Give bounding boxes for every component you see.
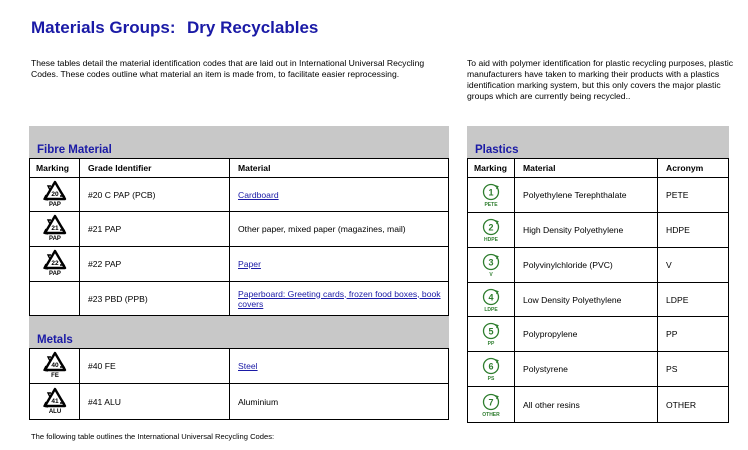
marking-cell (30, 247, 80, 282)
marking-cell (30, 212, 80, 247)
table-row (468, 387, 729, 423)
plastic-resin-code-icon (480, 182, 502, 208)
plastics-header-row (468, 159, 729, 178)
marking-cell (30, 349, 80, 384)
table-row (468, 317, 729, 352)
plastics-title: Plastics (475, 144, 519, 156)
plastic-resin-code-icon (480, 252, 502, 278)
marking-cell (468, 248, 515, 283)
marking-cell (468, 178, 515, 213)
material-link[interactable]: Paperboard: Greeting cards, frozen food boxes, book covers (238, 288, 441, 309)
recycling-arrows-icon (42, 249, 68, 277)
resin-abbr: PS (487, 376, 495, 382)
material-cell (230, 349, 449, 384)
acronym-cell: OTHER (658, 387, 729, 423)
resin-number: 2 (488, 222, 494, 233)
table-row (468, 352, 729, 387)
resin-abbr: OTHER (482, 411, 500, 418)
fibre-metals-panel (29, 126, 449, 420)
resin-abbr: PETE (484, 202, 498, 208)
page-title (31, 18, 319, 38)
plastic-resin-code-icon (480, 321, 502, 347)
material-cell: Polystyrene (515, 352, 658, 387)
marking-number: 40 (50, 362, 59, 369)
marking-number: 20 (50, 190, 59, 198)
marking-cell (468, 352, 515, 387)
intro-left: These tables detail the material identification codes that are laid out in International Universal Recycling Codes. These codes outline what material an item is made from, to facilitate easier reprocessing. (31, 58, 425, 79)
table-row (468, 283, 729, 317)
marking-abbr: ALU (48, 408, 61, 415)
resin-number: 6 (488, 361, 494, 372)
table-row (30, 178, 449, 212)
marking-abbr: PAP (48, 201, 61, 208)
marking-cell (30, 178, 80, 212)
intro-right: To aid with polymer identification for plastic recycling purposes, plastic manufacturers have taken to marking their products with a plastics identification marking system, but this only covers the major plastic groups which are currently being recycled.. (467, 58, 734, 101)
material-cell (230, 178, 449, 212)
col-marking: Marking (468, 159, 515, 178)
resin-number: 5 (488, 326, 494, 337)
table-row (30, 212, 449, 247)
plastics-table (467, 158, 729, 423)
acronym-cell: LDPE (658, 283, 729, 317)
plastic-resin-code-icon (480, 392, 502, 418)
marking-cell (468, 213, 515, 248)
material-cell (230, 247, 449, 282)
resin-number: 7 (488, 397, 494, 407)
grade-cell: #20 C PAP (PCB) (80, 178, 230, 212)
grade-cell: #22 PAP (80, 247, 230, 282)
resin-abbr: V (489, 272, 493, 278)
fibre-header-row (30, 159, 449, 178)
marking-number: 41 (50, 397, 59, 405)
marking-number: 21 (50, 225, 59, 232)
material-link[interactable]: Paper (238, 259, 261, 269)
marking-cell (468, 317, 515, 352)
resin-abbr: LDPE (484, 306, 498, 313)
recycling-arrows-icon (42, 214, 68, 242)
fibre-table (29, 158, 449, 316)
table-row (468, 248, 729, 283)
acronym-cell: V (658, 248, 729, 283)
material-cell: Polyethylene Terephthalate (515, 178, 658, 213)
recycling-arrows-icon (42, 351, 68, 379)
fibre-title: Fibre Material (37, 144, 112, 156)
marking-number: 22 (50, 260, 59, 267)
material-link[interactable]: Cardboard (238, 189, 279, 200)
resin-number: 4 (488, 292, 494, 302)
table-row (30, 349, 449, 384)
marking-abbr: PAP (48, 271, 61, 277)
table-row (468, 178, 729, 213)
plastics-band (467, 126, 729, 158)
resin-abbr: PP (487, 341, 495, 347)
metals-table (29, 348, 449, 420)
grade-cell: #23 PBD (PPB) (80, 282, 230, 316)
plastic-resin-code-icon (480, 356, 502, 382)
material-cell: Polypropylene (515, 317, 658, 352)
marking-cell (468, 387, 515, 423)
marking-cell (30, 384, 80, 420)
footer-note: The following table outlines the International Universal Recycling Codes: (31, 432, 275, 441)
table-row (468, 213, 729, 248)
material-cell: Low Density Polyethylene (515, 283, 658, 317)
acronym-cell: PETE (658, 178, 729, 213)
grade-cell: #40 FE (80, 349, 230, 384)
title-main: Materials Groups: (31, 18, 176, 37)
table-row (30, 384, 449, 420)
col-material: Material (230, 159, 449, 178)
resin-number: 3 (488, 257, 494, 268)
metals-band (29, 316, 449, 348)
material-cell: Aluminium (230, 384, 449, 420)
plastic-resin-code-icon (480, 217, 502, 243)
marking-cell (468, 283, 515, 317)
title-subtitle: Dry Recyclables (187, 18, 319, 37)
fibre-band (29, 126, 449, 158)
material-link[interactable]: Steel (238, 361, 258, 371)
material-cell: Polyvinylchloride (PVC) (515, 248, 658, 283)
grade-cell: #41 ALU (80, 384, 230, 420)
table-row (30, 282, 449, 316)
acronym-cell: HDPE (658, 213, 729, 248)
recycling-arrows-icon (42, 387, 68, 415)
resin-abbr: HDPE (484, 237, 498, 243)
acronym-cell: PP (658, 317, 729, 352)
col-material: Material (515, 159, 658, 178)
metals-title: Metals (37, 334, 73, 346)
material-cell (230, 282, 449, 316)
material-cell: All other resins (515, 387, 658, 423)
col-marking: Marking (30, 159, 80, 178)
col-acronym: Acronym (658, 159, 729, 178)
grade-cell: #21 PAP (80, 212, 230, 247)
material-cell: High Density Polyethylene (515, 213, 658, 248)
col-grade: Grade Identifier (80, 159, 230, 178)
marking-abbr: FE (50, 373, 59, 379)
material-cell: Other paper, mixed paper (magazines, mail) (230, 212, 449, 247)
plastic-resin-code-icon (480, 287, 502, 313)
marking-cell (30, 282, 80, 316)
plastics-panel (467, 126, 729, 423)
recycling-arrows-icon (42, 180, 68, 208)
table-row (30, 247, 449, 282)
acronym-cell: PS (658, 352, 729, 387)
resin-number: 1 (488, 187, 494, 198)
marking-abbr: PAP (48, 236, 61, 242)
